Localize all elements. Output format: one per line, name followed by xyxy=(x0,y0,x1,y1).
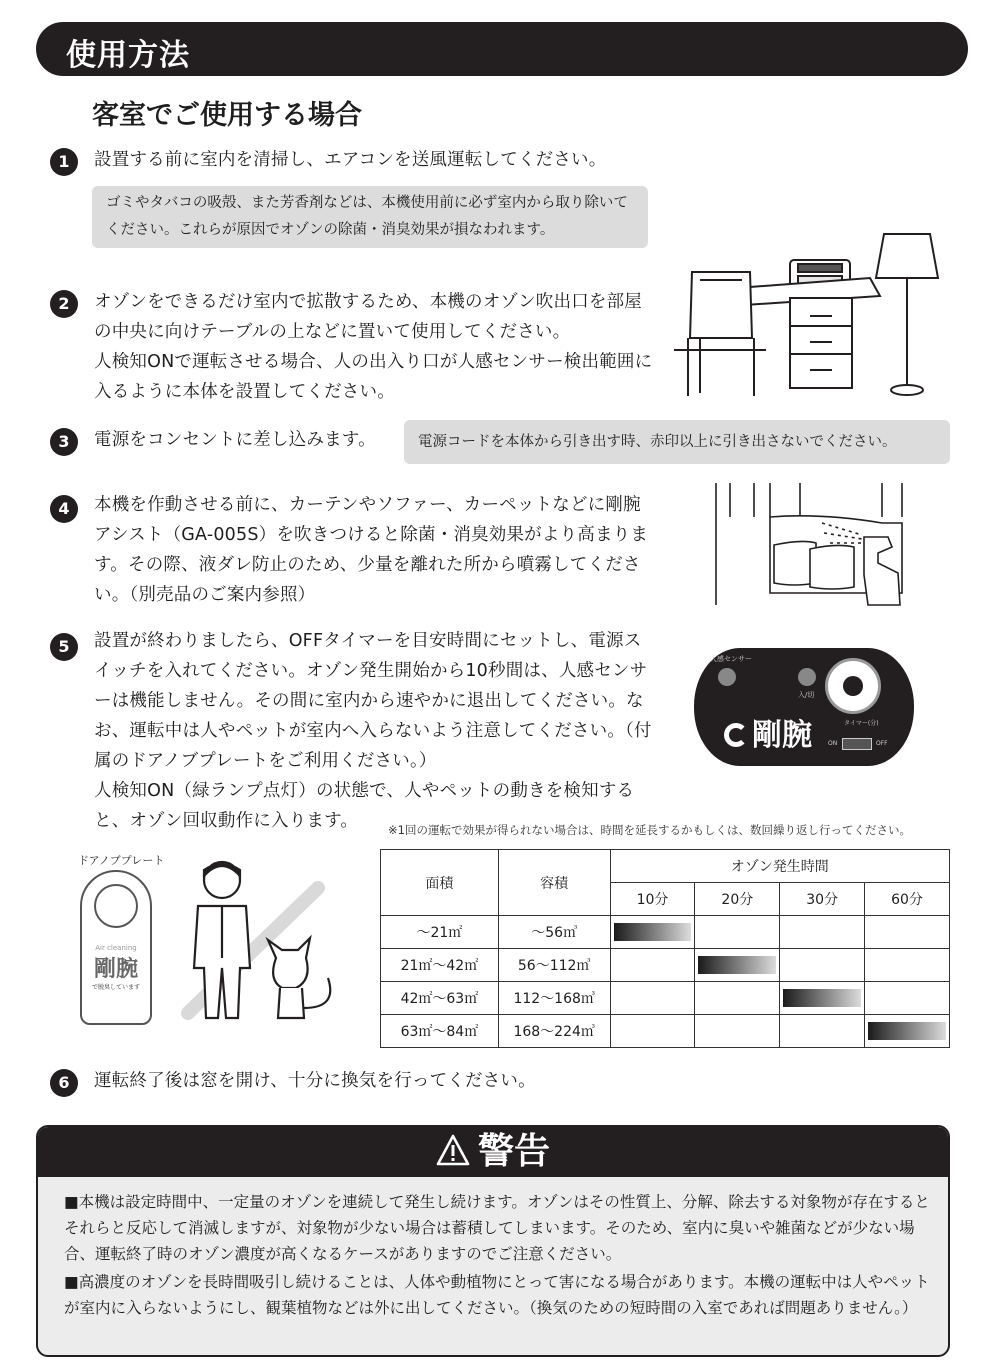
section-header xyxy=(36,22,968,76)
col-area-header: 面積 xyxy=(381,850,499,916)
desk-illustration xyxy=(670,228,940,400)
step-1-number: 1 xyxy=(50,148,78,176)
time-cell xyxy=(780,1015,865,1048)
volume-cell: ～56㎥ xyxy=(498,916,610,949)
warning-icon xyxy=(436,1134,470,1166)
doorplate-brand: 剛腕 xyxy=(93,957,138,982)
step-4-number: 4 xyxy=(50,495,78,523)
time-indicator-bar xyxy=(868,1022,946,1040)
doorplate-air-text: Air cleaning xyxy=(95,944,137,952)
step-1-text: 設置する前に室内を清掃し、エアコンを送風運転してください。 xyxy=(94,150,607,170)
power-button[interactable] xyxy=(798,668,816,686)
volume-cell: 168～224㎥ xyxy=(498,1015,610,1048)
table-note: ※1回の運転で効果が得られない場合は、時間を延長するかもしくは、数回繰り返し行ってください。 xyxy=(388,823,911,837)
step-5-text xyxy=(94,626,654,836)
panel-brand-text: 剛腕 xyxy=(752,718,812,753)
time-cell xyxy=(610,1015,695,1048)
time-cell xyxy=(865,916,950,949)
time-header-3: 60分 xyxy=(865,883,950,916)
time-cell xyxy=(695,916,780,949)
timer-label: タイマー(分) xyxy=(844,720,879,727)
step-5-text-a: 設置が終わりましたら、OFFタイマーを目安時間にセットし、電源スイッチを入れてください。オゾン発生開始から10秒間は、人感センサーは機能しません。その間に室内から速やかに退出してください。なお、運転中は人やペットが室内へ入らないよう注意してください。（付属のドアノブプレートをご利用ください。） xyxy=(94,631,652,771)
time-header-0: 10分 xyxy=(610,883,695,916)
volume-cell: 56～112㎥ xyxy=(498,949,610,982)
step-4-text: 本機を作動させる前に、カーテンやソファー、カーペットなどに剛腕アシスト（GA-005S）を吹きつけると除菌・消臭効果がより高まります。その際、液ダレ防止のため、少量を離れた所から噴霧してください。（別売品のご案内参照） xyxy=(94,495,649,605)
doorplate-sub: で脱臭しています xyxy=(91,984,140,991)
time-cell xyxy=(865,982,950,1015)
area-cell: 42㎡～63㎡ xyxy=(381,982,499,1015)
step-3-text: 電源をコンセントに差し込みます。 xyxy=(94,430,376,450)
time-cell xyxy=(780,949,865,982)
step-3-note: 電源コードを本体から引き出す時、赤印以上に引き出さないでください。 xyxy=(404,420,950,464)
sensor-button[interactable] xyxy=(718,668,736,686)
volume-cell: 112～168㎥ xyxy=(498,982,610,1015)
time-cell xyxy=(695,982,780,1015)
step-2-text-a: オゾンをできるだけ室内で拡散するため、本機のオゾン吹出口を部屋の中央に向けテーブルの上などに置いて使用してください。 xyxy=(94,292,642,342)
time-header-2: 30分 xyxy=(780,883,865,916)
step-2-text xyxy=(94,287,654,407)
table-row xyxy=(381,916,950,949)
area-cell: 21㎡～42㎡ xyxy=(381,949,499,982)
time-cell xyxy=(695,1015,780,1048)
time-cell xyxy=(610,949,695,982)
switch-on-label: ON xyxy=(828,740,838,747)
table-row xyxy=(381,982,950,1015)
person-cat-prohibited-illustration xyxy=(178,858,348,1028)
time-cell xyxy=(865,1015,950,1048)
col-volume-header: 容積 xyxy=(498,850,610,916)
area-cell: ～21㎡ xyxy=(381,916,499,949)
power-button-label: 入/切 xyxy=(798,691,815,699)
control-panel xyxy=(694,648,914,766)
warning-title: 警告 xyxy=(477,1131,550,1172)
step-1-note: ゴミやタバコの吸殻、また芳香剤などは、本機使用前に必ず室内から取り除いてください。これらが原因でオゾンの除菌・消臭効果が損なわれます。 xyxy=(92,186,648,248)
doorplate-label: ドアノブプレート xyxy=(78,854,165,867)
warning-header xyxy=(38,1127,948,1177)
panel-brand-logo xyxy=(724,710,812,754)
warning-paragraph-1: ■本機は設定時間中、一定量のオゾンを連続して発生し続けます。オゾンはその性質上、分解、除去する対象物が存在するとそれらと反応して消滅しますが、対象物が少ない場合は蓄積してしまいます。そのため、室内に臭いや雑菌などが少ない場合、運転終了時のオゾン濃度が高くなるケースがありますのでご注意ください。 xyxy=(64,1193,930,1263)
sensor-button-label: 人感センサー xyxy=(710,655,752,663)
sofa-spray-illustration xyxy=(712,483,912,608)
step-6-text: 運転終了後は窓を開け、十分に換気を行ってください。 xyxy=(94,1071,536,1091)
doorplate-hole xyxy=(94,884,138,928)
ozone-time-table xyxy=(380,849,950,1048)
time-indicator-bar xyxy=(698,956,776,974)
step-5-number: 5 xyxy=(50,633,78,661)
col-time-header: オゾン発生時間 xyxy=(610,850,949,883)
section-subtitle: 客室でご使用する場合 xyxy=(92,100,362,131)
time-cell xyxy=(780,982,865,1015)
table-row xyxy=(381,949,950,982)
brand-g-icon xyxy=(724,723,748,747)
step-3-number: 3 xyxy=(50,428,78,456)
page-title: 使用方法 xyxy=(66,38,190,73)
time-cell xyxy=(865,949,950,982)
timer-knob[interactable] xyxy=(843,676,863,696)
warning-box xyxy=(36,1125,950,1357)
step-2-text-b: 人検知ONで運転させる場合、人の出入り口が人感センサー検出範囲に入るように本体を設置してください。 xyxy=(94,352,653,402)
time-header-1: 20分 xyxy=(695,883,780,916)
step-5-text-b: 人検知ON（緑ランプ点灯）の状態で、人やペットの動きを検知すると、オゾン回収動作に入ります。 xyxy=(94,781,635,831)
time-indicator-bar xyxy=(614,923,692,941)
power-switch[interactable] xyxy=(842,738,872,750)
area-cell: 63㎡～84㎡ xyxy=(381,1015,499,1048)
table-row xyxy=(381,1015,950,1048)
time-cell xyxy=(695,949,780,982)
step-2-number: 2 xyxy=(50,290,78,318)
time-indicator-bar xyxy=(783,989,861,1007)
time-cell xyxy=(610,982,695,1015)
time-cell xyxy=(780,916,865,949)
step-6-number: 6 xyxy=(50,1069,78,1097)
time-cell xyxy=(610,916,695,949)
switch-off-label: OFF xyxy=(876,740,888,747)
timer-dial[interactable] xyxy=(825,658,881,714)
doorplate xyxy=(80,870,152,1025)
warning-paragraph-2: ■高濃度のオゾンを長時間吸引し続けることは、人体や動植物にとって害になる場合があります。本機の運転中は人やペットが室内に入らないようにし、観葉植物などは外に出してください。（換気のための短時間の入室であれば問題ありません。） xyxy=(64,1273,930,1317)
